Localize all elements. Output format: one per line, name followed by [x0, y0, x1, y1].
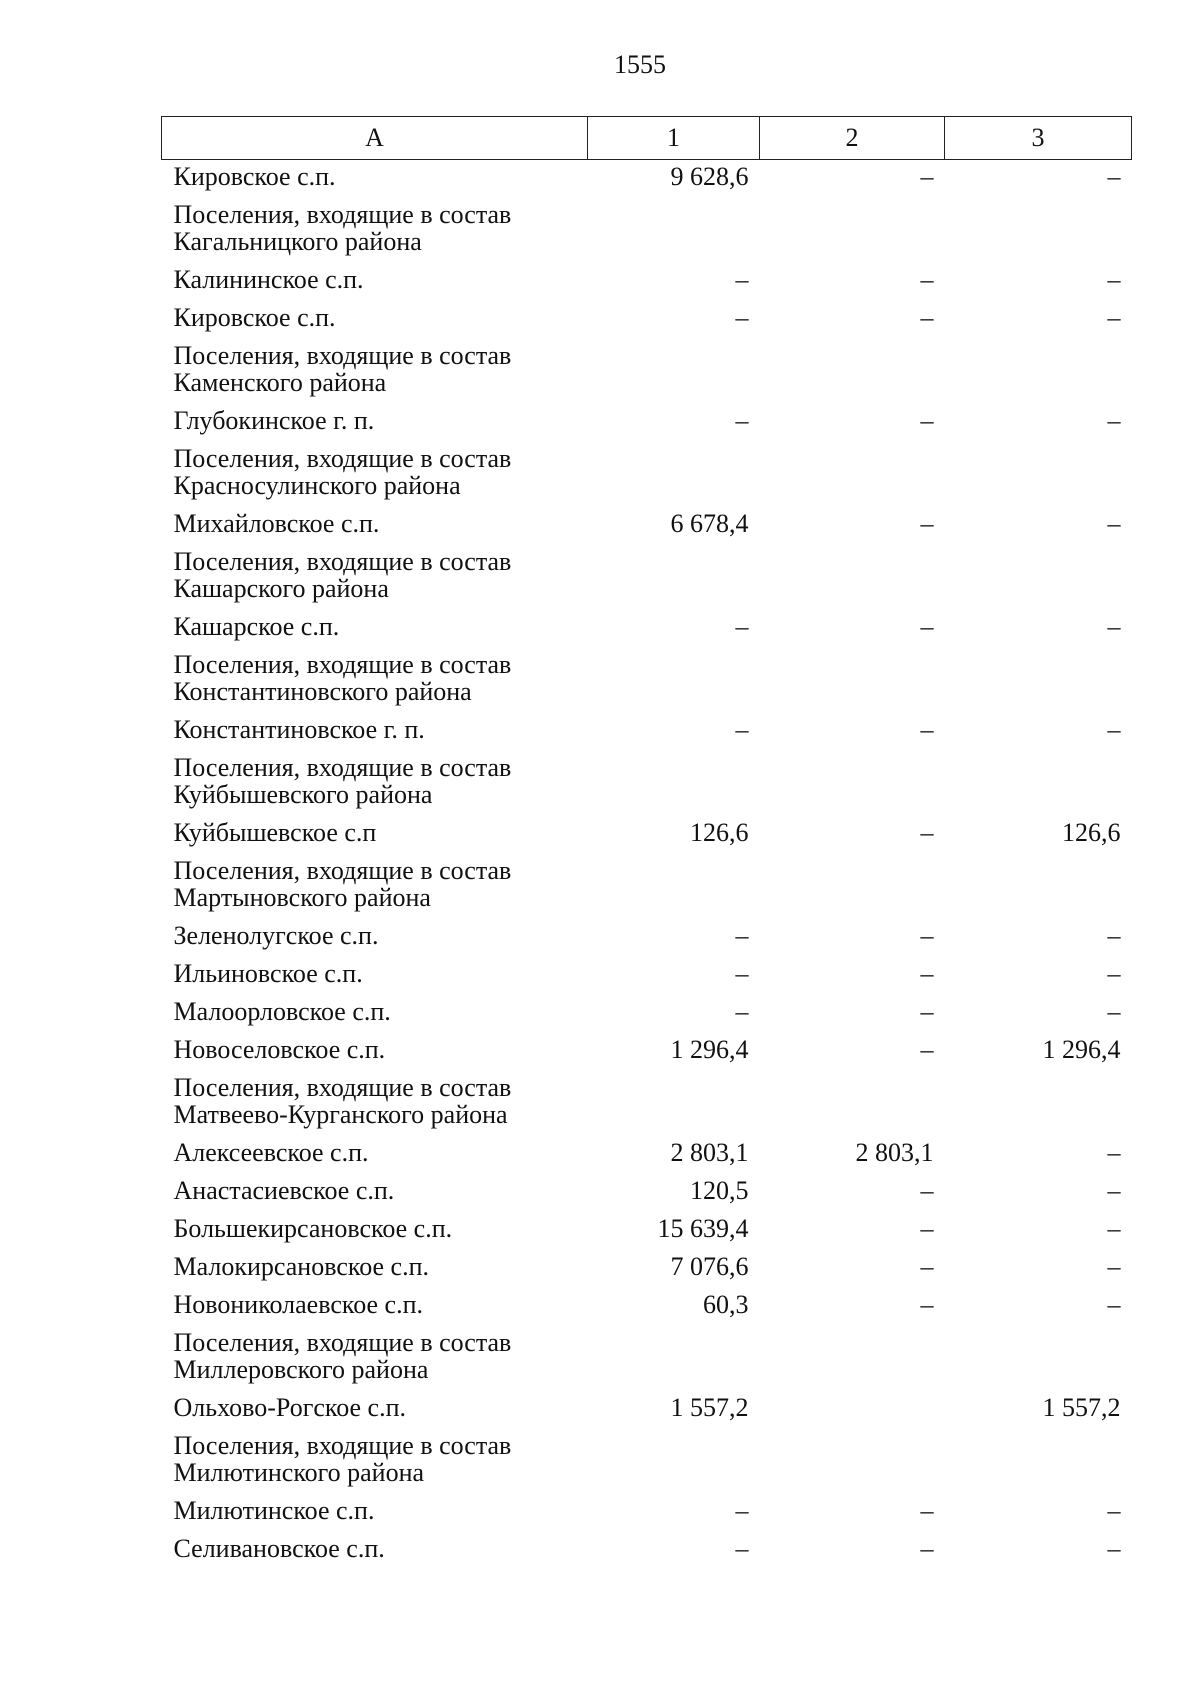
col-1-value: 15 639,4 — [657, 1214, 749, 1243]
col-3-value: – — [1107, 1252, 1121, 1281]
col-1-value — [588, 857, 760, 922]
col-2-value: 2 803,1 — [855, 1138, 934, 1167]
col-1-value — [588, 445, 760, 510]
table-row — [162, 819, 1132, 857]
settlement-name-cell: Большекирсановское с.п. — [173, 1214, 453, 1243]
settlement-name-cell: Поселения, входящие в состав Мартыновского района — [173, 856, 512, 912]
settlement-name-cell: Новониколаевское с.п. — [173, 1290, 424, 1319]
settlement-name-cell: Ильиновское с.п. — [173, 959, 363, 988]
col-1-value — [588, 1432, 760, 1497]
settlement-name-cell: Калининское с.п. — [173, 265, 364, 294]
col-3-value: 126,6 — [1062, 818, 1121, 847]
col-3-value: – — [1107, 715, 1121, 744]
table-body — [162, 160, 1132, 1574]
data-table — [161, 116, 1132, 1573]
settlement-name-cell: Ольхово-Рогское с.п. — [173, 1393, 407, 1422]
settlement-name-cell: Малокирсановское с.п. — [173, 1252, 430, 1281]
settlement-name-cell: Поселения, входящие в состав Милютинского района — [173, 1431, 512, 1487]
col-3-value — [945, 1074, 1132, 1139]
settlement-name-cell: Милютинское с.п. — [173, 1496, 375, 1525]
col-3-value: – — [1107, 1496, 1121, 1525]
district-heading-row — [162, 201, 1132, 266]
settlement-name-cell: Поселения, входящие в состав Красносулинского района — [173, 444, 512, 500]
col-2-value: – — [920, 1534, 934, 1563]
col-3-value: 1 557,2 — [1042, 1393, 1121, 1422]
col-1-value — [588, 548, 760, 613]
col-1-value: 120,5 — [690, 1176, 749, 1205]
col-2-value — [760, 548, 945, 613]
table-row — [162, 1497, 1132, 1535]
col-3-value: – — [1107, 406, 1121, 435]
col-1-value — [588, 754, 760, 819]
col-2-value — [760, 1394, 945, 1432]
col-2-value: – — [920, 959, 934, 988]
settlement-name-cell: Алексеевское с.п. — [173, 1138, 369, 1167]
header-col-a: А — [162, 117, 588, 160]
col-1-value: 2 803,1 — [670, 1138, 749, 1167]
settlement-name-cell: Кировское с.п. — [173, 303, 336, 332]
table-row — [162, 304, 1132, 342]
col-2-value: – — [920, 715, 934, 744]
table-row — [162, 407, 1132, 445]
settlement-name-cell: Поселения, входящие в состав Константиновского района — [173, 650, 512, 706]
table-row — [162, 160, 1132, 202]
settlement-name-cell: Зеленолугское с.п. — [173, 921, 379, 950]
header-row — [162, 117, 1132, 160]
col-1-value: – — [735, 997, 749, 1026]
col-3-value — [945, 1432, 1132, 1497]
settlement-name-cell: Поселения, входящие в состав Миллеровского района — [173, 1328, 512, 1384]
col-2-value: – — [920, 1214, 934, 1243]
settlement-name-cell: Михайловское с.п. — [173, 509, 380, 538]
col-3-value: 1 296,4 — [1042, 1035, 1121, 1064]
col-1-value: 1 296,4 — [670, 1035, 749, 1064]
col-1-value — [588, 201, 760, 266]
col-2-value — [760, 651, 945, 716]
col-2-value — [760, 754, 945, 819]
table-row — [162, 1139, 1132, 1177]
settlement-name-cell: Кашарское с.п. — [173, 612, 340, 641]
col-3-value: – — [1107, 509, 1121, 538]
col-3-value: – — [1107, 265, 1121, 294]
col-1-value: – — [735, 303, 749, 332]
col-1-value — [588, 1329, 760, 1394]
col-2-value: – — [920, 1496, 934, 1525]
table-row — [162, 998, 1132, 1036]
table-row — [162, 716, 1132, 754]
table-header — [162, 117, 1132, 160]
col-2-value — [760, 1329, 945, 1394]
col-1-value: 126,6 — [690, 818, 749, 847]
col-2-value — [760, 1432, 945, 1497]
col-3-value: – — [1107, 1214, 1121, 1243]
col-3-value: – — [1107, 1138, 1121, 1167]
page-number: 1555 — [614, 50, 666, 79]
col-2-value — [760, 445, 945, 510]
table-row — [162, 922, 1132, 960]
col-3-value: – — [1107, 1534, 1121, 1563]
col-2-value: – — [920, 509, 934, 538]
district-heading-row — [162, 342, 1132, 407]
col-2-value: – — [920, 818, 934, 847]
table-row — [162, 1394, 1132, 1432]
col-2-value — [760, 857, 945, 922]
header-col-2: 2 — [760, 117, 945, 160]
settlement-name-cell: Поселения, входящие в состав Куйбышевского района — [173, 753, 512, 809]
settlement-name-cell: Поселения, входящие в состав Кагальницкого района — [173, 200, 512, 256]
col-2-value — [760, 342, 945, 407]
settlement-name-cell: Куйбышевское с.п — [173, 818, 377, 847]
table-row — [162, 266, 1132, 304]
col-3-value — [945, 548, 1132, 613]
col-1-value: 6 678,4 — [670, 509, 749, 538]
table-row — [162, 1291, 1132, 1329]
col-1-value: – — [735, 959, 749, 988]
col-2-value: – — [920, 997, 934, 1026]
col-2-value: – — [920, 303, 934, 332]
table-row — [162, 1177, 1132, 1215]
table-row — [162, 1036, 1132, 1074]
settlement-name-cell: Поселения, входящие в состав Матвеево-Курганского района — [173, 1073, 512, 1129]
table-row — [162, 1253, 1132, 1291]
col-2-value — [760, 201, 945, 266]
district-heading-row — [162, 1329, 1132, 1394]
table-row — [162, 960, 1132, 998]
col-1-value: 1 557,2 — [670, 1393, 749, 1422]
col-3-value: – — [1107, 162, 1121, 191]
col-3-value — [945, 201, 1132, 266]
table-row — [162, 1535, 1132, 1573]
col-1-value: – — [735, 265, 749, 294]
col-2-value: – — [920, 406, 934, 435]
col-3-value — [945, 651, 1132, 716]
col-3-value — [945, 342, 1132, 407]
district-heading-row — [162, 857, 1132, 922]
col-3-value: – — [1107, 303, 1121, 332]
col-1-value: 9 628,6 — [670, 162, 749, 191]
col-2-value: – — [920, 1176, 934, 1205]
col-3-value: – — [1107, 1176, 1121, 1205]
col-3-value — [945, 754, 1132, 819]
col-1-value — [588, 1074, 760, 1139]
col-1-value: – — [735, 406, 749, 435]
settlement-name-cell: Поселения, входящие в состав Каменского района — [173, 341, 512, 397]
col-1-value: 60,3 — [703, 1290, 749, 1319]
col-3-value: – — [1107, 612, 1121, 641]
header-col-3: 3 — [945, 117, 1132, 160]
settlement-name-cell: Селивановское с.п. — [173, 1534, 385, 1563]
col-3-value: – — [1107, 921, 1121, 950]
settlement-name-cell: Поселения, входящие в состав Кашарского района — [173, 547, 512, 603]
col-3-value — [945, 1329, 1132, 1394]
settlement-name-cell: Кировское с.п. — [173, 162, 336, 191]
col-1-value: – — [735, 612, 749, 641]
col-1-value: 7 076,6 — [670, 1252, 749, 1281]
col-2-value: – — [920, 1252, 934, 1281]
col-2-value: – — [920, 921, 934, 950]
col-2-value: – — [920, 1290, 934, 1319]
settlement-name-cell: Глубокинское г. п. — [173, 406, 375, 435]
district-heading-row — [162, 548, 1132, 613]
district-heading-row — [162, 445, 1132, 510]
col-1-value: – — [735, 921, 749, 950]
col-1-value: – — [735, 1534, 749, 1563]
col-1-value: – — [735, 715, 749, 744]
district-heading-row — [162, 754, 1132, 819]
table-row — [162, 510, 1132, 548]
col-3-value — [945, 445, 1132, 510]
table-row — [162, 613, 1132, 651]
header-col-1: 1 — [588, 117, 760, 160]
col-2-value: – — [920, 1035, 934, 1064]
col-2-value: – — [920, 265, 934, 294]
district-heading-row — [162, 1432, 1132, 1497]
settlement-name-cell: Малоорловское с.п. — [173, 997, 391, 1026]
settlement-name-cell: Новоселовское с.п. — [173, 1035, 386, 1064]
col-3-value: – — [1107, 997, 1121, 1026]
district-heading-row — [162, 1074, 1132, 1139]
col-1-value — [588, 342, 760, 407]
table-row — [162, 1215, 1132, 1253]
col-3-value: – — [1107, 1290, 1121, 1319]
col-1-value — [588, 651, 760, 716]
col-3-value — [945, 857, 1132, 922]
col-1-value: – — [735, 1496, 749, 1525]
col-2-value — [760, 1074, 945, 1139]
district-heading-row — [162, 651, 1132, 716]
col-3-value: – — [1107, 959, 1121, 988]
col-2-value: – — [920, 162, 934, 191]
col-2-value: – — [920, 612, 934, 641]
settlement-name-cell: Анастасиевское с.п. — [173, 1176, 395, 1205]
settlement-name-cell: Константиновское г. п. — [173, 715, 425, 744]
